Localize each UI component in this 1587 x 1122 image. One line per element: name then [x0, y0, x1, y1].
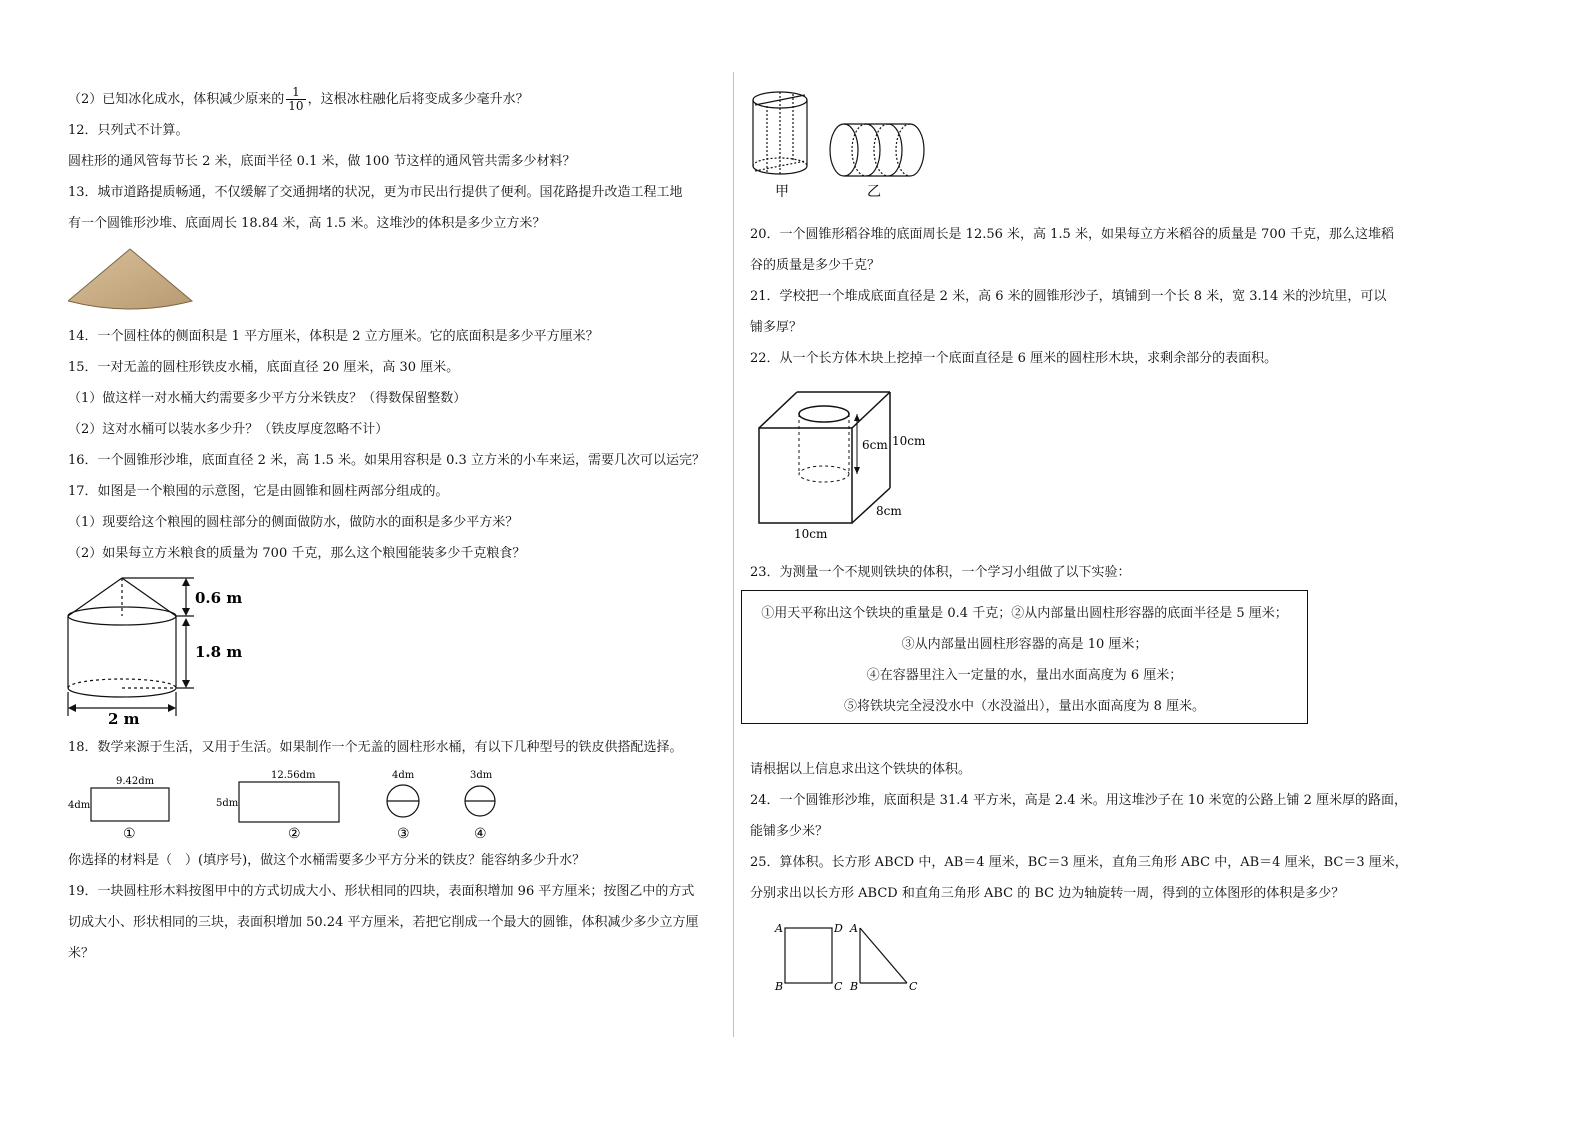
q22: 22．从一个长方体木块上挖掉一个底面直径是 6 厘米的圆柱形木块，求剩余部分的表面积。 — [750, 351, 1278, 366]
step-4: ④在容器里注入一定量的水，量出水面高度为 6 厘米； — [866, 668, 1183, 683]
q18: 18．数学来源于生活，又用于生活。如果制作一个无盖的圆柱形水桶，有以下几种型号的铁皮供搭配选择。 — [68, 740, 683, 755]
q25-line2: 分别求出以长方形 ABCD 和直角三角形 ABC 的 BC 边为轴旋转一周，得到的立体图形的体积是多少？ — [750, 886, 1345, 901]
sheet2-height: 5dm — [216, 798, 239, 809]
column-divider — [733, 72, 734, 1037]
q15: 15．一对无盖的圆柱形铁皮水桶，底面直径 20 厘米，高 30 厘米。 — [68, 360, 460, 375]
circle3-diameter: 4dm — [392, 770, 415, 781]
q18-ask: 你选择的材料是（ ）(填序号)，做这个水桶需要多少平方分米的铁皮？能容纳多少升水？ — [68, 853, 586, 868]
label-cuboid-height: 10cm — [892, 434, 926, 448]
circle4-diameter: 3dm — [470, 770, 493, 781]
label-diameter: 2 m — [108, 710, 140, 726]
label-yi: 乙 — [867, 184, 881, 200]
q11-part2-text-end: ，这根冰柱融化后将变成多少毫升水？ — [307, 92, 529, 107]
fraction-one-tenth — [286, 86, 305, 113]
q16: 16．一个圆锥形沙堆，底面直径 2 米，高 1.5 米。如果用容积是 0.3 立方米的小车来运，需要几次可以运完？ — [68, 453, 705, 468]
q19-line2: 切成大小、形状相同的三块，表面积增加 50.24 平方厘米，若把它削成一个最大的圆锥，体积减少多少立方厘 — [68, 915, 699, 930]
sheet1-number: ① — [123, 826, 136, 842]
q14: 14．一个圆柱体的侧面积是 1 平方厘米，体积是 2 立方厘米。它的底面积是多少平方厘米？ — [68, 329, 599, 344]
q20-line2: 谷的质量是多少千克？ — [750, 258, 881, 273]
q17-part1: （1）现要给这个粮囤的圆柱部分的侧面做防水，做防水的面积是多少平方米？ — [68, 515, 519, 530]
step-5: ⑤将铁块完全浸没水中（水没溢出），量出水面高度为 8 厘米。 — [843, 699, 1206, 714]
rect-label-b: B — [775, 980, 784, 993]
q13-line1: 13．城市道路提质畅通，不仅缓解了交通拥堵的状况，更为市民出行提供了便利。国花路提升改造工程工地 — [68, 185, 683, 200]
q23: 23．为测量一个不规则铁块的体积，一个学习小组做了以下实验： — [750, 565, 1131, 580]
q25-line1: 25．算体积。长方形 ABCD 中，AB＝4 厘米，BC＝3 厘米，直角三角形 ABC 中，AB＝4 厘米，BC＝3 厘米， — [750, 855, 1408, 870]
q17: 17．如图是一个粮囤的示意图，它是由圆锥和圆柱两部分组成的。 — [68, 484, 449, 499]
q19-line3: 米？ — [68, 946, 95, 961]
step-3: ③从内部量出圆柱形容器的高是 10 厘米； — [901, 637, 1148, 652]
fraction-denominator: 10 — [288, 99, 304, 113]
tri-label-b: B — [850, 980, 859, 993]
q23-ask: 请根据以上信息求出这个铁块的体积。 — [750, 762, 972, 777]
rectangle-triangle-diagram — [774, 918, 924, 994]
cuboid-hole-diagram — [754, 388, 944, 544]
label-cuboid-width: 10cm — [794, 527, 828, 541]
q11-part2-text: （2）已知冰化成水，体积减少原来的 — [68, 92, 285, 107]
q15-part2: （2）这对水桶可以装水多少升？（铁皮厚度忽略不计） — [68, 422, 389, 437]
cylinder-cut-diagrams — [750, 86, 930, 202]
rect-label-a: A — [775, 922, 783, 935]
q21-line2: 铺多厚？ — [750, 320, 803, 335]
sand-cone-image — [68, 245, 198, 315]
sheet2-number: ② — [288, 826, 301, 842]
rect-label-c: C — [834, 980, 843, 993]
sheet1-width: 9.42dm — [116, 776, 155, 787]
q12-title: 12．只列式不计算。 — [68, 123, 189, 138]
label-jia: 甲 — [775, 184, 789, 200]
q21-line1: 21．学校把一个堆成底面直径是 2 米，高 6 米的圆锥形沙子，填铺到一个长 8 米，宽 3.14 米的沙坑里，可以 — [750, 289, 1387, 304]
q24-line1: 24．一个圆锥形沙堆，底面积是 31.4 平方米，高是 2.4 米。用这堆沙子在 10 米宽的公路上铺 2 厘米厚的路面， — [750, 793, 1408, 808]
fraction-numerator: 1 — [286, 86, 305, 100]
q11-part2 — [68, 86, 529, 113]
label-cuboid-depth: 8cm — [876, 504, 902, 518]
iron-sheet-options — [68, 766, 528, 844]
label-hole-height: 6cm — [862, 438, 888, 452]
sheet1-height: 4dm — [68, 800, 91, 811]
q24-line2: 能铺多少米？ — [750, 824, 829, 839]
q12-body: 圆柱形的通风管每节长 2 米，底面半径 0.1 米，做 100 节这样的通风管共需多少材料？ — [68, 154, 576, 169]
q19-line1: 19．一块圆柱形木料按图甲中的方式切成大小、形状相同的四块，表面积增加 96 平方厘米；按图乙中的方式 — [68, 884, 695, 899]
tri-label-c: C — [909, 980, 918, 993]
tri-label-a: A — [850, 922, 858, 935]
circle4-number: ④ — [474, 826, 487, 842]
label-cone-height: 0.6 m — [195, 589, 243, 607]
q15-part1: （1）做这样一对水桶大约需要多少平方分米铁皮？（得数保留整数） — [68, 391, 467, 406]
sheet2-width: 12.56dm — [271, 770, 316, 781]
label-cylinder-height: 1.8 m — [195, 643, 243, 661]
q20-line1: 20．一个圆锥形稻谷堆的底面周长是 12.56 米，高 1.5 米，如果每立方米稻谷的质量是 700 千克，那么这堆稻 — [750, 227, 1395, 242]
q17-part2: （2）如果每立方米粮食的质量为 700 千克，那么这个粮囤能装多少千克粮食？ — [68, 546, 526, 561]
experiment-steps-box — [741, 590, 1308, 724]
step-1-2: ①用天平称出这个铁块的重量是 0.4 千克；②从内部量出圆柱形容器的底面半径是 5 厘米； — [761, 606, 1288, 621]
q13-line2: 有一个圆锥形沙堆、底面周长 18.84 米，高 1.5 米。这堆沙的体积是多少立方米？ — [68, 216, 546, 231]
rect-label-d: D — [834, 922, 843, 935]
circle3-number: ③ — [397, 826, 410, 842]
granary-diagram — [64, 574, 244, 726]
